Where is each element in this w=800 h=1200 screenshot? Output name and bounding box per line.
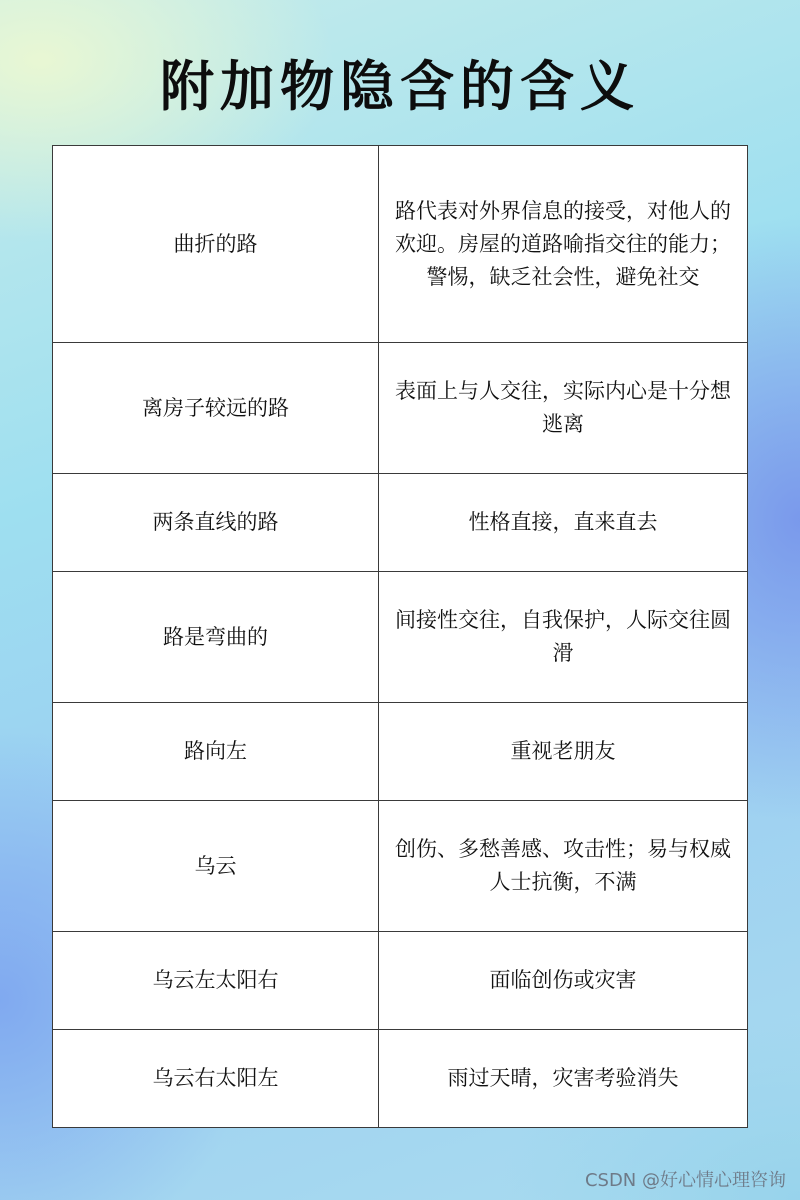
row-meaning-cell: 路代表对外界信息的接受，对他人的欢迎。房屋的道路喻指交往的能力；警惕，缺乏社会性，避免社交 (379, 146, 748, 343)
row-item-cell: 乌云左太阳右 (53, 932, 379, 1030)
row-meaning-cell: 创伤、多愁善感、攻击性；易与权威人士抗衡，不满 (379, 801, 748, 932)
row-item-cell: 乌云右太阳左 (53, 1030, 379, 1128)
row-item-cell: 路是弯曲的 (53, 572, 379, 703)
table-row (53, 932, 748, 1030)
row-item-cell: 乌云 (53, 801, 379, 932)
meaning-table (52, 145, 748, 1128)
table-row (53, 703, 748, 801)
row-item-cell: 两条直线的路 (53, 474, 379, 572)
row-meaning-cell: 表面上与人交往，实际内心是十分想逃离 (379, 343, 748, 474)
row-meaning-cell: 重视老朋友 (379, 703, 748, 801)
row-item-cell: 曲折的路 (53, 146, 379, 343)
table-row (53, 1030, 748, 1128)
row-meaning-cell: 间接性交往，自我保护，人际交往圆滑 (379, 572, 748, 703)
row-meaning-cell: 面临创伤或灾害 (379, 932, 748, 1030)
table-row (53, 474, 748, 572)
watermark: CSDN @好心情心理咨询 (584, 1170, 786, 1191)
table-row (53, 343, 748, 474)
table-row (53, 572, 748, 703)
table-row (53, 146, 748, 343)
row-item-cell: 离房子较远的路 (53, 343, 379, 474)
row-meaning-cell: 雨过天晴，灾害考验消失 (379, 1030, 748, 1128)
table-row (53, 801, 748, 932)
row-meaning-cell: 性格直接，直来直去 (379, 474, 748, 572)
row-item-cell: 路向左 (53, 703, 379, 801)
page-title: 附加物隐含的含义 (160, 55, 640, 118)
